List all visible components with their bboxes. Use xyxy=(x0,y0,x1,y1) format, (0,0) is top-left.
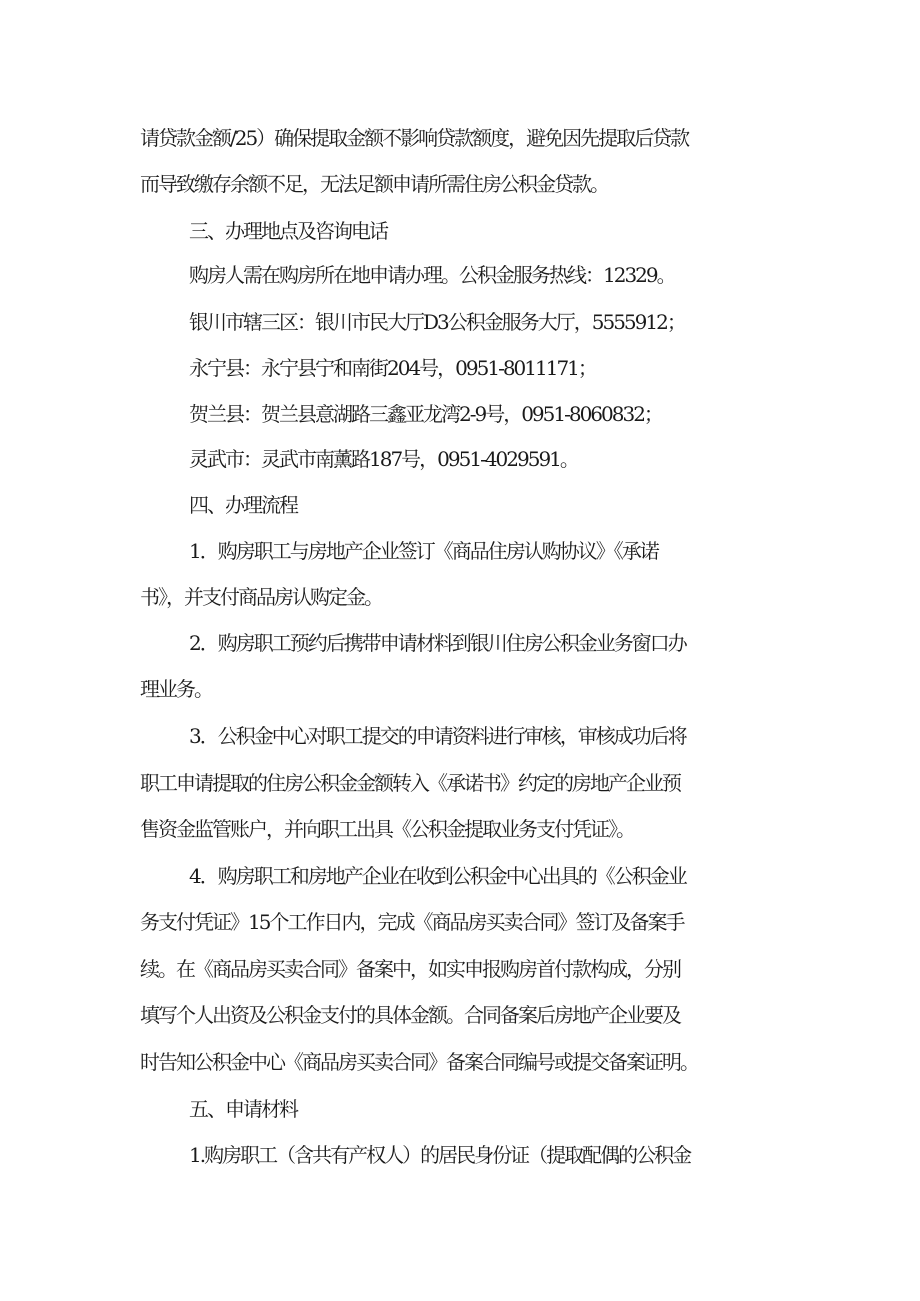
text-line: 1.购房职工（含共有产权人）的居民身份证（提取配偶的公积金 xyxy=(189,1143,691,1167)
text-line: 时告知公积金中心《商品房买卖合同》备案合同编号或提交备案证明。 xyxy=(140,1050,698,1074)
text-line: 填写个人出资及公积金支付的具体金额。合同备案后房地产企业要及 xyxy=(140,1003,680,1027)
text-line: 3．公积金中心对职工提交的申请资料进行审核，审核成功后将 xyxy=(189,724,686,748)
text-line: 而导致缴存余额不足，无法足额申请所需住房公积金贷款。 xyxy=(140,172,608,196)
text-line: 1．购房职工与房地产企业签订《商品住房认购协议》《承诺 xyxy=(189,539,658,563)
text-line: 理业务。 xyxy=(140,677,212,701)
text-line: 售资金监管账户，并向职工出具《公积金提取业务支付凭证》。 xyxy=(140,817,634,841)
text-line: 2．购房职工预约后携带申请材料到银川住房公积金业务窗口办 xyxy=(189,631,686,655)
section-heading: 五、申请材料 xyxy=(189,1097,297,1121)
text-line: 永宁县：永宁县宁和南街204号，0951-8011171； xyxy=(189,356,596,380)
text-line: 购房人需在购房所在地申请办理。公积金服务热线：12329。 xyxy=(189,263,675,287)
text-line: 务支付凭证》15个工作日内，完成《商品房买卖合同》签订及备案手 xyxy=(140,910,684,934)
text-line: 职工申请提取的住房公积金金额转入《承诺书》约定的房地产企业预 xyxy=(140,771,680,795)
text-line: 书》，并支付商品房认购定金。 xyxy=(140,585,382,609)
text-line: 请贷款金额/25）确保提取金额不影响贷款额度，避免因先提取后贷款 xyxy=(140,126,689,150)
section-heading: 四、办理流程 xyxy=(189,493,297,517)
text-line: 银川市辖三区：银川市民大厅D3公积金服务大厅，5555912； xyxy=(189,310,685,334)
text-line: 灵武市：灵武市南薰路187号，0951-4029591。 xyxy=(189,447,578,471)
text-line: 贺兰县：贺兰县意湖路三鑫亚龙湾2-9号，0951-8060832； xyxy=(189,402,662,426)
text-line: 续。在《商品房买卖合同》备案中，如实申报购房首付款构成，分别 xyxy=(140,957,680,981)
section-heading: 三、办理地点及咨询电话 xyxy=(189,219,387,243)
text-line: 4．购房职工和房地产企业在收到公积金中心出具的《公积金业 xyxy=(189,864,686,888)
